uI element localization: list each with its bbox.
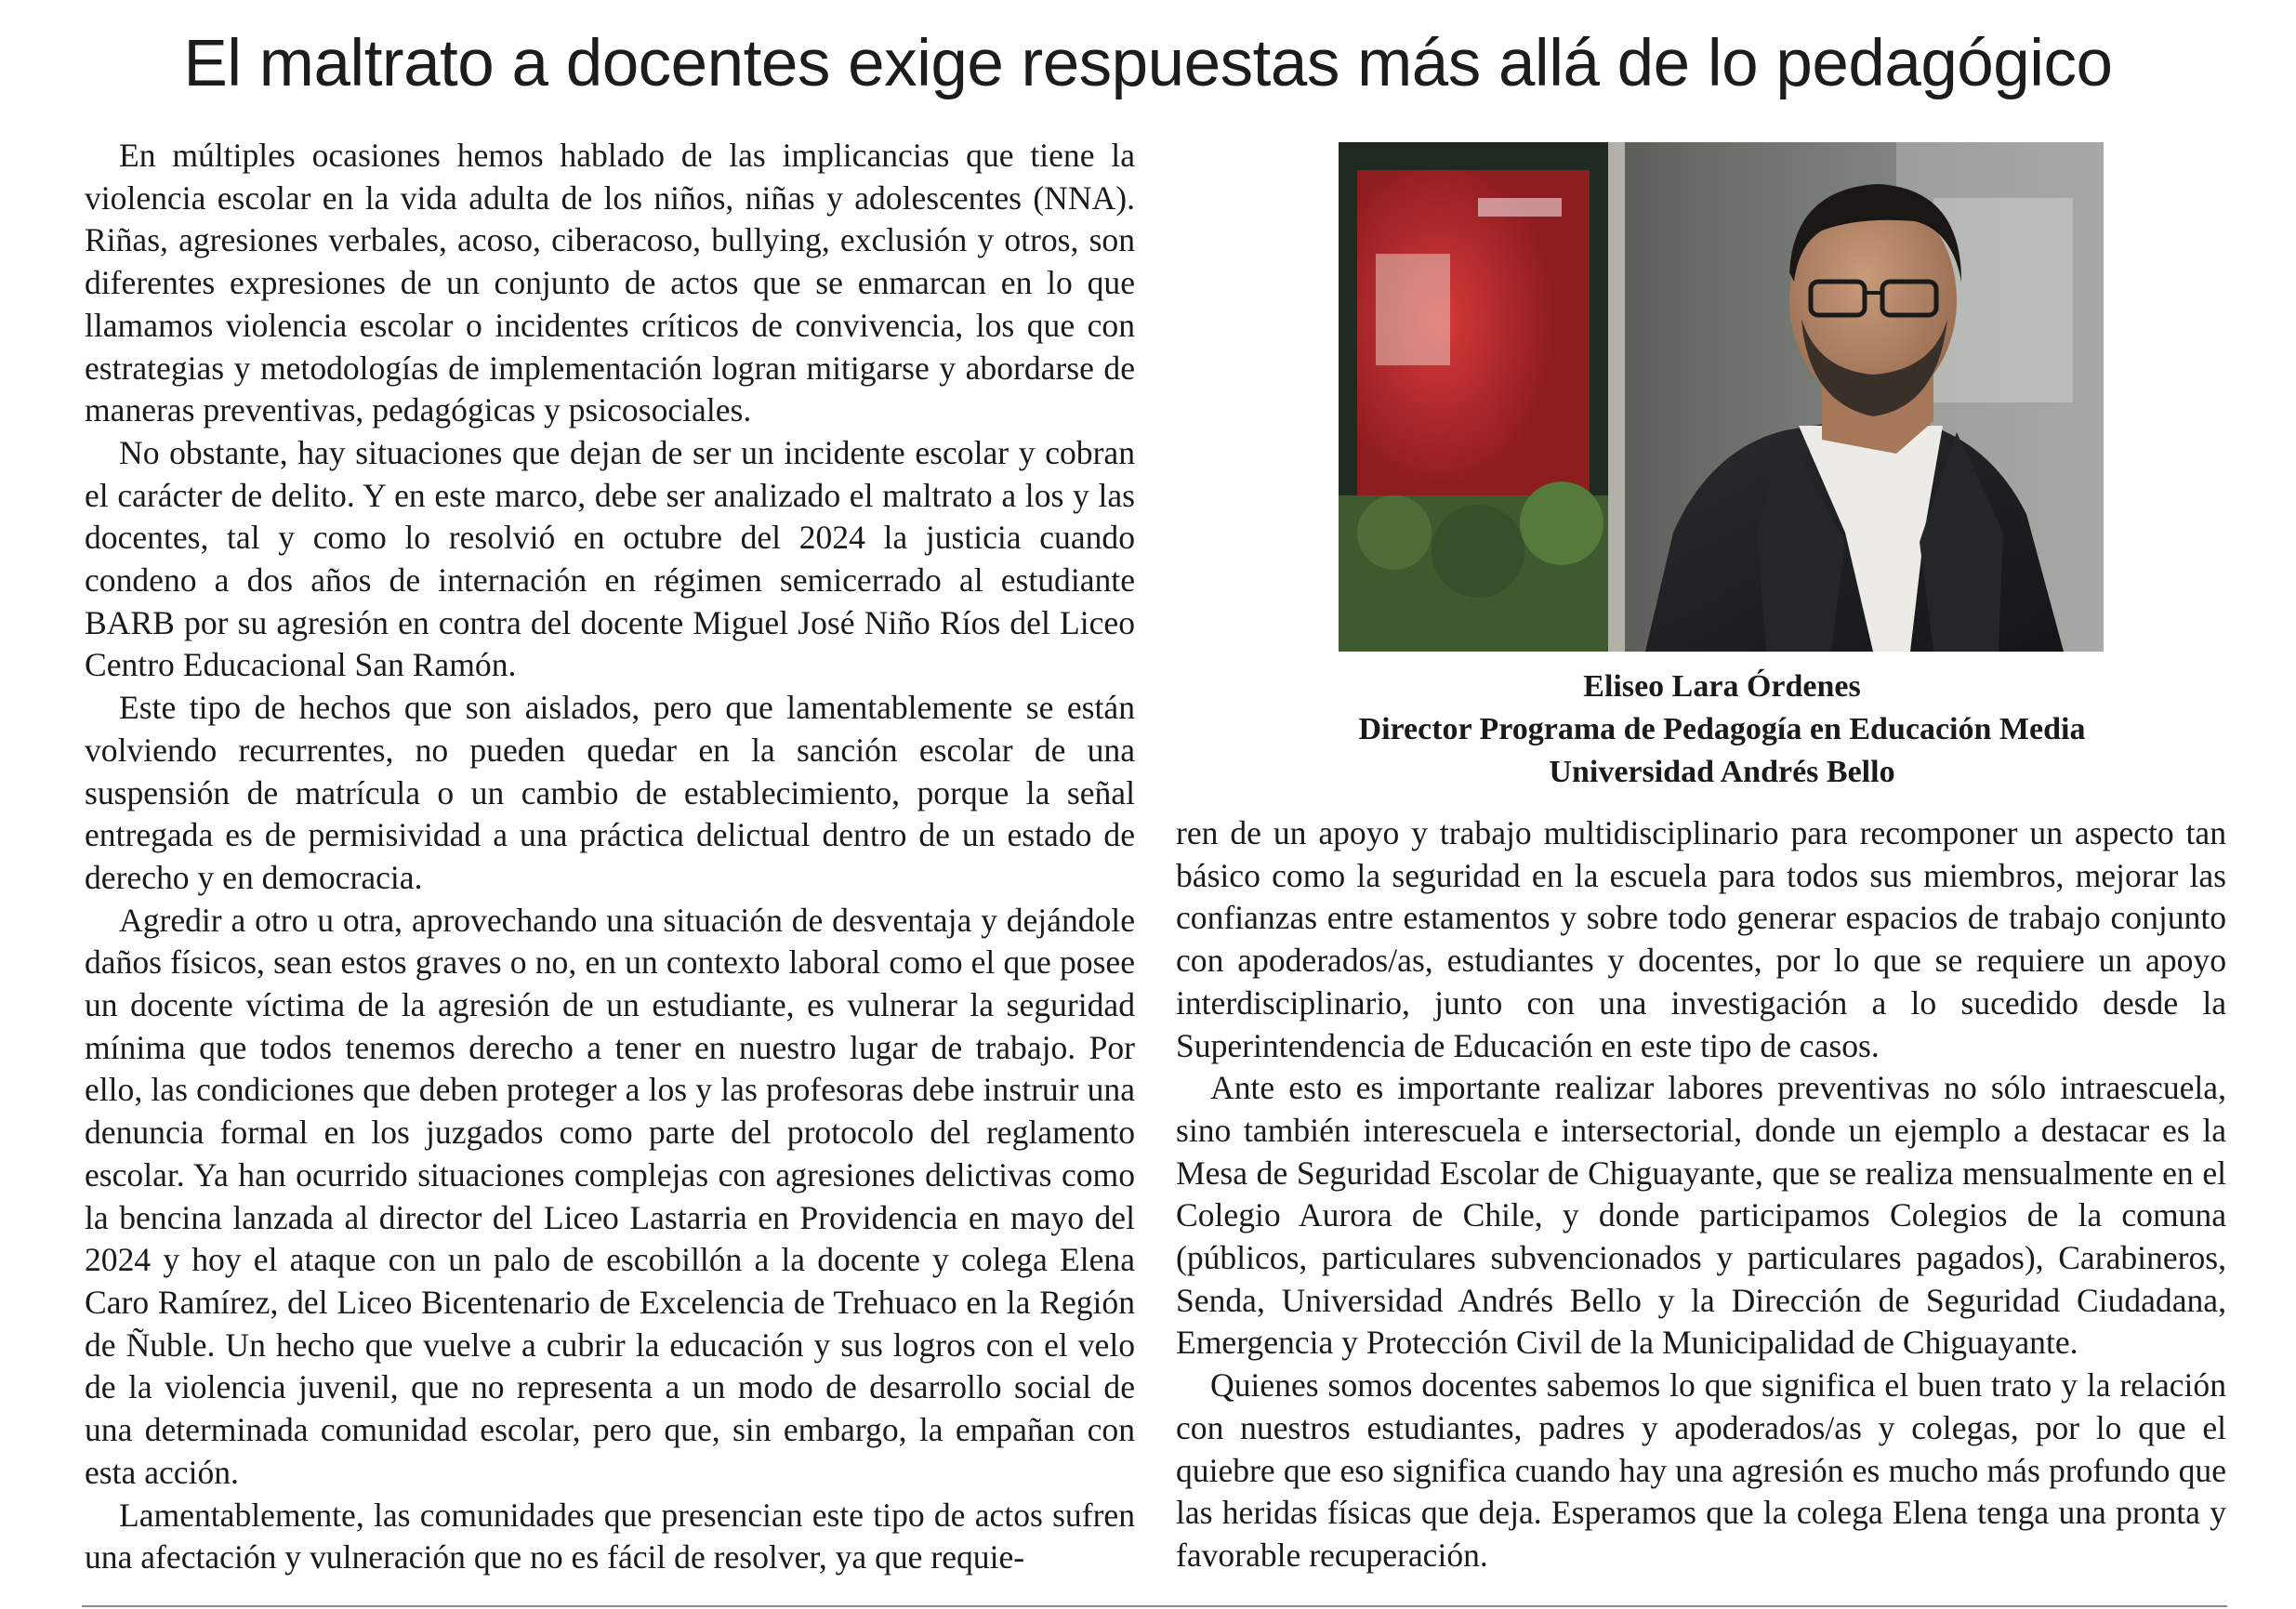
article-headline: El maltrato a docentes exige respuestas más allá de lo pedagógico bbox=[183, 27, 2113, 100]
article-paragraph: Lamentablemente, las comunidades que presencian este tipo de actos sufren una afectación y vulneración que no es fácil de resolver, ya que requie- bbox=[85, 1496, 1135, 1576]
author-caption bbox=[1176, 666, 2268, 794]
article-paragraph: No obstante, hay situaciones que dejan de ser un incidente escolar y cobran el carácter de delito. Y en este marco, debe ser analizado el maltrato a los y las docentes, tal y como lo resolvió en octubre del 2024 la justicia cuando condeno a dos años de internación en régimen semicerrado al estudiante BARB por su agresión en contra del docente Miguel José Niño Ríos del Liceo Centro Educacional San Ramón. bbox=[85, 433, 1135, 684]
author-photo bbox=[1339, 142, 2104, 652]
author-institution: Universidad Andrés Bello bbox=[1549, 755, 1895, 789]
author-role: Director Programa de Pedagogía en Educación Media bbox=[1358, 712, 2086, 746]
bottom-divider bbox=[82, 1605, 2227, 1607]
article-right-column bbox=[1176, 812, 2226, 1577]
article-paragraph: Este tipo de hechos que son aislados, pero que lamentablemente se están volviendo recurrentes, no pueden quedar en la sanción escolar de una suspensión de matrícula o un cambio de establecimiento, porque la señal entregada es de permisividad a una práctica delictual dentro de un estado de derecho y en democracia. bbox=[85, 689, 1135, 896]
article-paragraph: Ante esto es importante realizar labores preventivas no sólo intraescuela, sino también interescuela e intersectorial, donde un ejemplo a destacar es la Mesa de Seguridad Escolar de Chiguayante, que se realiza mensualmente en el Colegio Aurora de Chile, y donde participamos Colegios de la comuna (públicos, particulares subvencionados y particulares pagados), Carabineros, Senda, Universidad Andrés Bello y la Dirección de Seguridad Ciudadana, Emergencia y Protección Civil de la Municipalidad de Chiguayante. bbox=[1176, 1069, 2226, 1362]
author-name: Eliseo Lara Órdenes bbox=[1583, 669, 1861, 704]
article-paragraph: ren de un apoyo y trabajo multidisciplinario para recomponer un aspecto tan básico como la seguridad en la escuela para todos sus miembros, mejorar las confianzas entre estamentos y sobre todo generar espacios de trabajo conjunto con apoderados/as, estudiantes y docentes, por lo que se requiere un apoyo interdisciplinario, junto con una investigación a lo sucedido desde la Superintendencia de Educación en este tipo de casos. bbox=[1176, 814, 2226, 1064]
article-paragraph: En múltiples ocasiones hemos hablado de las implicancias que tiene la violencia escolar en la vida adulta de los niños, niñas y adolescentes (NNA). Riñas, agresiones verbales, acoso, ciberacoso, bullying, exclusión y otros, son diferentes expresiones de un conjunto de actos que se enmarcan en lo que llamamos violencia escolar o incidentes críticos de convivencia, los que con estrategias y metodologías de implementación logran mitigarse y abordarse de maneras preventivas, pedagógicas y psicosociales. bbox=[85, 137, 1135, 429]
article-left-column bbox=[85, 135, 1135, 1579]
article-paragraph: Agredir a otro u otra, aprovechando una situación de desventaja y dejándole daños físicos, sean estos graves o no, en un contexto laboral como el que posee un docente víctima de la agresión de un estudiante, es vulnerar la seguridad mínima que todos tenemos derecho a tener en nuestro lugar de trabajo. Por ello, las condiciones que deben proteger a los y las profesoras debe instruir una denuncia formal en los juzgados como parte del protocolo del reglamento escolar. Ya han ocurrido situaciones complejas con agresiones delictivas como la bencina lanzada al director del Liceo Lastarria en Providencia en mayo del 2024 y hoy el ataque con un palo de escobillón a la docente y colega Elena Caro Ramírez, del Liceo Bicentenario de Excelencia de Trehuaco en la Región de Ñuble. Un hecho que vuelve a cubrir la educación y sus logros con el velo de la violencia juvenil, que no representa a un modo de desarrollo social de una determinada comunidad escolar, pero que, sin embargo, la empañan con esta acción. bbox=[85, 901, 1135, 1491]
author-portrait-photo-icon bbox=[1339, 142, 2104, 652]
article-paragraph: Quienes somos docentes sabemos lo que significa el buen trato y la relación con nuestros estudiantes, padres y apoderados/as y colegas, por lo que el quiebre que eso significa cuando hay una agresión es mucho más profundo que las heridas físicas que deja. Esperamos que la colega Elena tenga una pronta y favorable recuperación. bbox=[1176, 1366, 2226, 1574]
